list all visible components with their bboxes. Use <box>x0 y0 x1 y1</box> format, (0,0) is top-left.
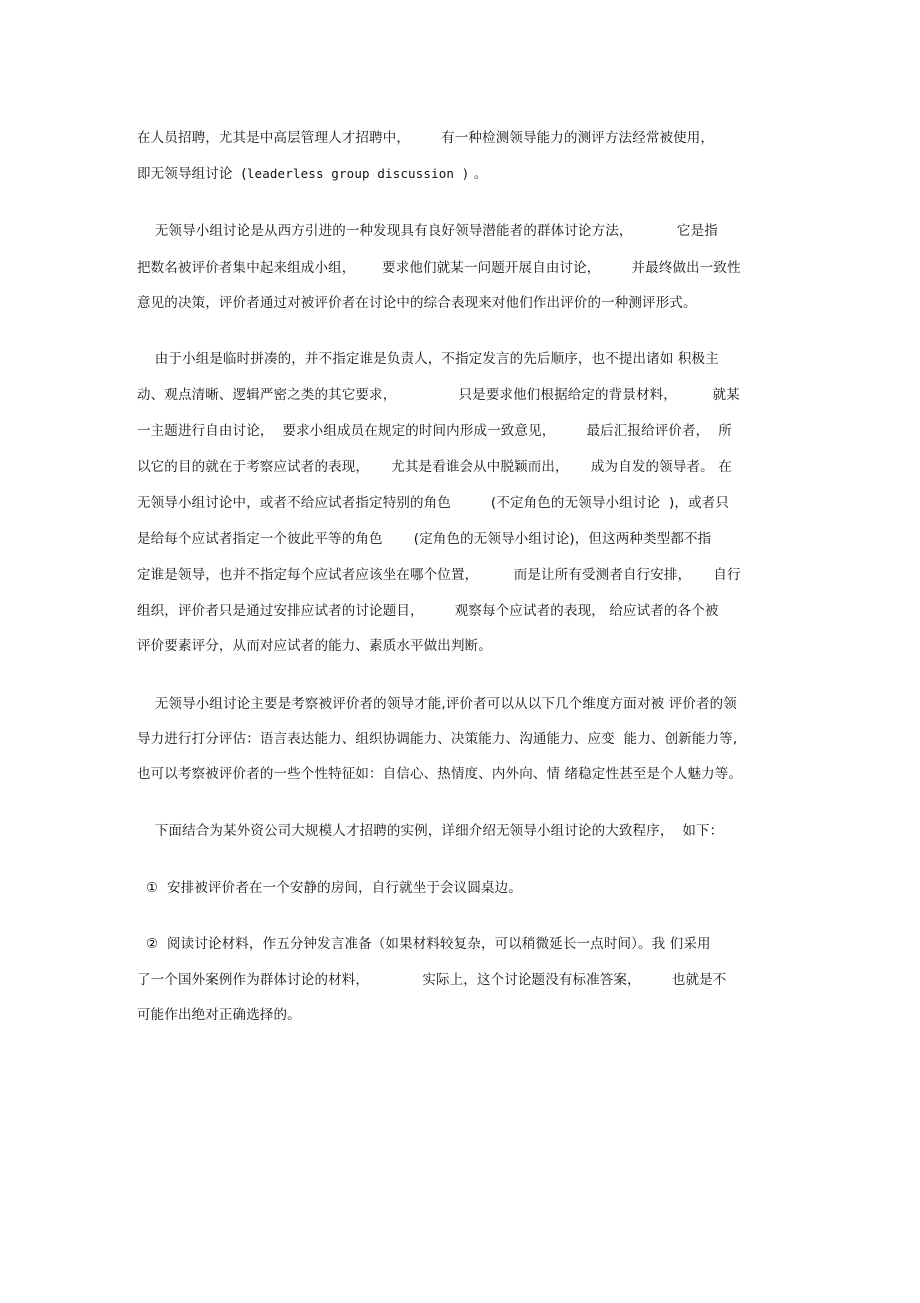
p3-line-3: 一主题进行自由讨论， 要求小组成员在规定的时间内形成一致意见， 最后汇报给评价者， 所 <box>137 423 732 439</box>
p1-english-term: leaderless group discussion ) <box>246 166 470 181</box>
p3-line-5: 无领导小组讨论中，或者不给应试者指定特别的角色 (不定角色的无领导小组讨论 )，或者只 <box>137 495 730 511</box>
p1-line-2-prefix: 即无领导组讨论 ( <box>137 166 247 182</box>
p3-line-9: 评价要素评分，从而对应试者的能力、素质水平做出判断。 <box>137 638 492 654</box>
p3-line-6: 是给每个应试者指定一个彼此平等的角色 (定角色的无领导小组讨论)，但这两种类型都不指 <box>137 531 712 547</box>
p4-line-2: 导力进行打分评估：语言表达能力、组织协调能力、决策能力、沟通能力、应变 能力、创新能力等, <box>137 731 738 747</box>
p1-line-2-suffix: 。 <box>469 166 488 182</box>
p3-line-4: 以它的目的就在于考察应试者的表现， 尤其是看谁会从中脱颖而出， 成为自发的领导者。 在 <box>137 459 732 475</box>
p3-line-7: 定谁是领导，也并不指定每个应试者应该坐在哪个位置， 而是让所有受测者自行安排， 自行 <box>137 567 741 583</box>
p1-line-1: 在人员招聘，尤其是中高层管理人才招聘中， 有一种检测领导能力的测评方法经常被使用， <box>137 130 715 146</box>
p4-line-3: 也可以考察被评价者的一些个性特征如：自信心、热情度、内外向、情 绪稳定性甚至是个人魅力等。 <box>137 766 743 782</box>
p1-line-2 <box>137 162 777 186</box>
p7-line-1: ② 阅读讨论材料，作五分钟发言准备（如果材料较复杂，可以稍微延长一点时间）。我 们采用 <box>137 936 711 952</box>
p3-line-8: 组织，评价者只是通过安排应试者的讨论题目， 观察每个应试者的表现， 给应试者的各个被 <box>137 603 719 619</box>
p3-line-2: 动、观点清晰、逻辑严密之类的其它要求， 只是要求他们根据给定的背景材料， 就某 <box>137 387 740 403</box>
p4-line-1: 无领导小组讨论主要是考察被评价者的领导才能,评价者可以从以下几个维度方面对被 评价者的领 <box>137 696 737 712</box>
p3-line-1: 由于小组是临时拼凑的，并不指定谁是负责人，不指定发言的先后顺序，也不提出诸如 积极主 <box>137 351 719 367</box>
p5-line-1: 下面结合为某外资公司大规模人才招聘的实例，详细介绍无领导小组讨论的大致程序， 如下： <box>137 823 724 839</box>
p2-line-3: 意见的决策，评价者通过对被评价者在讨论中的综合表现来对他们作出评价的一种测评形式。 <box>137 295 697 311</box>
p7-line-2: 了一个国外案例作为群体讨论的材料， 实际上，这个讨论题没有标准答案， 也就是不 <box>137 972 727 988</box>
p7-line-3: 可能作出绝对正确选择的。 <box>137 1007 301 1023</box>
p2-line-1: 无领导小组讨论是从西方引进的一种发现具有良好领导潜能者的群体讨论方法， 它是指 <box>137 223 718 239</box>
p2-line-2: 把数名被评价者集中起来组成小组， 要求他们就某一问题开展自由讨论， 并最终做出一致性 <box>137 260 741 276</box>
p6-line-1: ① 安排被评价者在一个安静的房间，自行就坐于会议圆桌边。 <box>137 880 522 896</box>
